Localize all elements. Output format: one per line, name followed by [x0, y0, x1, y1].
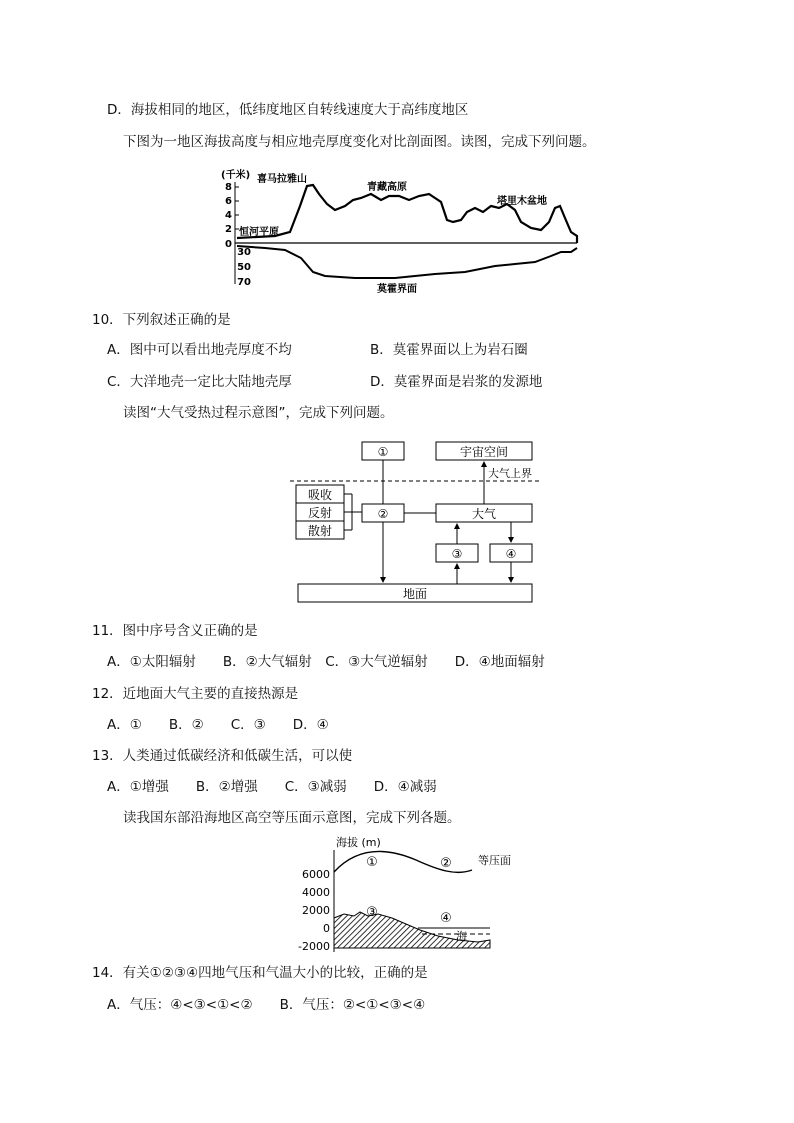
fig2-atmosphere: 大气 [471, 507, 497, 521]
label-moho: 莫霍界面 [377, 284, 417, 295]
fig1-tick-6: 6 [225, 196, 232, 207]
fig3-tick-4000: 4000 [302, 886, 330, 899]
fig1-unit: (千米) [221, 170, 251, 181]
fig1-tick-50: 50 [237, 262, 251, 273]
fig3-sea-label: 海 [456, 930, 467, 943]
atmosphere-heating-figure [290, 438, 540, 608]
label-tarim: 塔里木盆地 [497, 196, 547, 207]
fig1-tick-30: 30 [237, 247, 251, 258]
q10-option-d: D．莫霍界面是岩浆的发源地 [370, 374, 543, 390]
q10-option-c: C．大洋地壳一定比大陆地壳厚 [107, 374, 292, 390]
q10-stem: 10．下列叙述正确的是 [92, 312, 231, 328]
fig2-box-1: ① [377, 445, 389, 459]
fig2-box-3: ③ [451, 547, 463, 561]
fig3-point-3: ③ [366, 905, 378, 920]
fig3-tick-6000: 6000 [302, 868, 330, 881]
q9-option-d: D．海拔相同的地区，低纬度地区自转线速度大于高纬度地区 [107, 102, 469, 118]
fig3-ylabel: 海拔 (m) [336, 836, 381, 849]
fig3-point-4: ④ [440, 911, 452, 926]
fig2-box-2: ② [377, 507, 389, 521]
intro-figure-3: 读我国东部沿海地区高空等压面示意图，完成下列各题。 [123, 810, 461, 826]
fig2-space: 宇宙空间 [459, 445, 509, 459]
isobar-figure [298, 834, 528, 956]
fig2-box-4: ④ [505, 547, 517, 561]
fig2-absorb: 吸收 [307, 488, 333, 502]
fig3-point-2: ② [440, 856, 452, 871]
fig2-reflect: 反射 [307, 506, 333, 520]
intro-figure-1: 下图为一地区海拔高度与相应地壳厚度变化对比剖面图。读图，完成下列问题。 [123, 134, 596, 150]
q13-stem: 13．人类通过低碳经济和低碳生活，可以使 [92, 748, 353, 764]
fig1-tick-0: 0 [225, 239, 232, 250]
label-ganges: 恒河平原 [239, 227, 279, 238]
fig1-tick-8: 8 [225, 182, 232, 193]
fig3-tick-0: 0 [323, 922, 330, 935]
fig1-tick-2: 2 [225, 224, 232, 235]
fig1-tick-4: 4 [225, 210, 232, 221]
intro-figure-2: 读图“大气受热过程示意图”，完成下列问题。 [123, 405, 394, 421]
fig2-ground: 地面 [402, 587, 428, 601]
label-himalaya: 喜马拉雅山 [257, 174, 307, 185]
fig1-tick-70: 70 [237, 277, 251, 288]
fig2-scatter: 散射 [307, 524, 333, 538]
fig3-tick-minus2000: -2000 [298, 940, 330, 953]
fig3-isobar-label: 等压面 [478, 854, 511, 867]
label-qinghai-tibet: 青藏高原 [367, 182, 407, 193]
fig3-tick-2000: 2000 [302, 904, 330, 917]
q14-options: A．气压：④<③<①<② B．气压：②<①<③<④ [107, 997, 426, 1013]
q12-stem: 12．近地面大气主要的直接热源是 [92, 686, 299, 702]
fig2-upper-boundary: 大气上界 [488, 467, 532, 480]
q10-option-a: A．图中可以看出地壳厚度不均 [107, 342, 292, 358]
q13-options: A．①增强 B．②增强 C．③减弱 D．④减弱 [107, 779, 437, 795]
q11-stem: 11．图中序号含义正确的是 [92, 623, 258, 639]
q10-option-b: B．莫霍界面以上为岩石圈 [370, 342, 528, 358]
q12-options: A．① B．② C．③ D．④ [107, 717, 329, 733]
q14-stem: 14．有关①②③④四地气压和气温大小的比较，正确的是 [92, 965, 428, 981]
q11-options: A．①太阳辐射 B．②大气辐射 C．③大气逆辐射 D．④地面辐射 [107, 654, 545, 670]
crust-profile-figure [215, 166, 590, 296]
fig3-point-1: ① [366, 855, 378, 870]
